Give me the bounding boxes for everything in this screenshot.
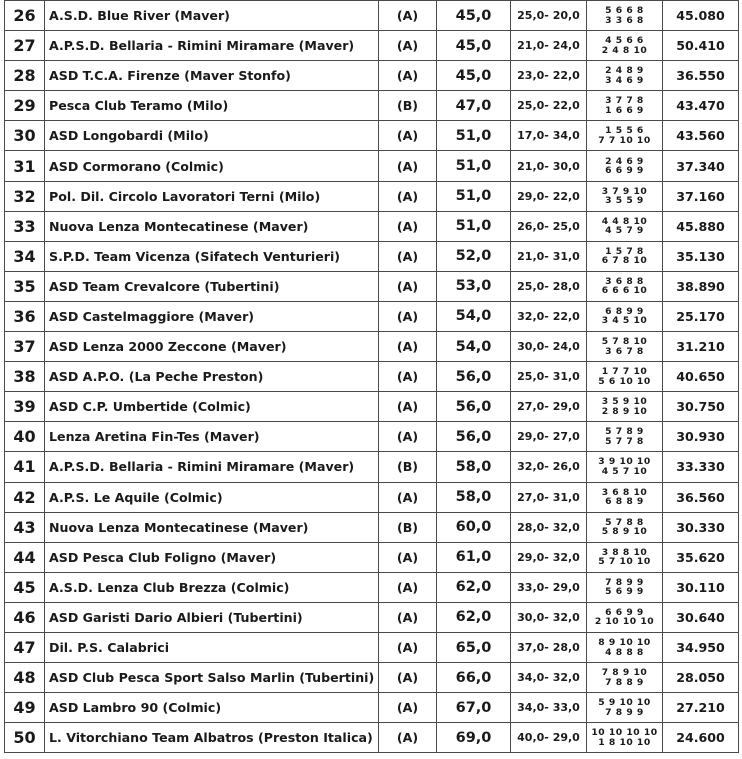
- team-name: A.S.D. Lenza Club Brezza (Colmic): [45, 572, 379, 602]
- sector-placings-round-1: 1 5 5 6: [605, 125, 644, 137]
- team-name: Pesca Club Teramo (Milo): [45, 91, 379, 121]
- penalty-points: 51,0: [437, 181, 511, 211]
- total-weight: 25.170: [663, 301, 739, 331]
- points-split: 25,0- 22,0: [511, 91, 587, 121]
- total-weight: 35.130: [663, 241, 739, 271]
- total-weight: 30.750: [663, 392, 739, 422]
- rank-position: 41: [5, 452, 45, 482]
- sector-placings-round-2: 3 3 6 8: [605, 14, 644, 26]
- points-split: 33,0- 29,0: [511, 572, 587, 602]
- sector-placings-round-2: 5 7 10 10: [598, 556, 651, 568]
- table-row: [5, 542, 739, 572]
- points-split: 28,0- 32,0: [511, 512, 587, 542]
- points-split: 40,0- 29,0: [511, 723, 587, 753]
- rank-position: 46: [5, 602, 45, 632]
- points-split: 29,0- 22,0: [511, 181, 587, 211]
- table-row: [5, 332, 739, 362]
- team-name: Lenza Aretina Fin-Tes (Maver): [45, 422, 379, 452]
- penalty-points: 62,0: [437, 602, 511, 632]
- team-name: ASD Garisti Dario Albieri (Tubertini): [45, 602, 379, 632]
- penalty-points: 45,0: [437, 31, 511, 61]
- total-weight: 31.210: [663, 332, 739, 362]
- penalty-points: 58,0: [437, 452, 511, 482]
- penalty-points: 51,0: [437, 211, 511, 241]
- sector-placings-round-1: 3 6 8 8: [605, 275, 644, 287]
- sector-placings: [587, 211, 663, 241]
- total-weight: 24.600: [663, 723, 739, 753]
- team-name: A.S.D. Blue River (Maver): [45, 1, 379, 31]
- team-name: ASD Longobardi (Milo): [45, 121, 379, 151]
- sector-placings-round-1: 3 7 9 10: [601, 185, 648, 197]
- table-row: [5, 241, 739, 271]
- team-category: (A): [379, 151, 437, 181]
- team-name: ASD Castelmaggiore (Maver): [45, 301, 379, 331]
- sector-placings-round-2: 7 8 9 9: [605, 706, 644, 718]
- rank-position: 47: [5, 632, 45, 662]
- team-category: (A): [379, 181, 437, 211]
- total-weight: 45.080: [663, 1, 739, 31]
- sector-placings: [587, 602, 663, 632]
- penalty-points: 45,0: [437, 1, 511, 31]
- team-category: (A): [379, 332, 437, 362]
- rank-position: 28: [5, 61, 45, 91]
- team-category: (A): [379, 632, 437, 662]
- sector-placings: [587, 362, 663, 392]
- total-weight: 34.950: [663, 632, 739, 662]
- sector-placings-round-2: 2 10 10 10: [594, 616, 655, 628]
- table-row: [5, 512, 739, 542]
- sector-placings: [587, 332, 663, 362]
- total-weight: 27.210: [663, 693, 739, 723]
- sector-placings: [587, 91, 663, 121]
- rank-position: 49: [5, 693, 45, 723]
- total-weight: 33.330: [663, 452, 739, 482]
- penalty-points: 52,0: [437, 241, 511, 271]
- sector-placings-round-2: 4 8 8 8: [605, 646, 644, 658]
- team-category: (A): [379, 572, 437, 602]
- penalty-points: 58,0: [437, 482, 511, 512]
- sector-placings-round-2: 5 8 9 10: [601, 526, 648, 538]
- table-row: [5, 663, 739, 693]
- total-weight: 37.340: [663, 151, 739, 181]
- sector-placings-round-1: 8 9 10 10: [598, 637, 651, 649]
- table-row: [5, 632, 739, 662]
- points-split: 29,0- 32,0: [511, 542, 587, 572]
- table-row: [5, 121, 739, 151]
- total-weight: 43.560: [663, 121, 739, 151]
- total-weight: 28.050: [663, 663, 739, 693]
- sector-placings-round-2: 5 6 10 10: [598, 375, 651, 387]
- rank-position: 35: [5, 271, 45, 301]
- table-row: [5, 181, 739, 211]
- points-split: 27,0- 31,0: [511, 482, 587, 512]
- sector-placings: [587, 241, 663, 271]
- sector-placings-round-1: 2 4 8 9: [605, 65, 644, 77]
- team-category: (B): [379, 91, 437, 121]
- points-split: 34,0- 32,0: [511, 663, 587, 693]
- ranking-rows: [5, 1, 739, 753]
- total-weight: 35.620: [663, 542, 739, 572]
- team-name: Nuova Lenza Montecatinese (Maver): [45, 211, 379, 241]
- rank-position: 36: [5, 301, 45, 331]
- team-name: L. Vitorchiano Team Albatros (Preston Italica): [45, 723, 379, 753]
- sector-placings: [587, 181, 663, 211]
- sector-placings-round-1: 5 6 6 8: [605, 5, 644, 17]
- points-split: 21,0- 24,0: [511, 31, 587, 61]
- sector-placings-round-2: 5 6 9 9: [605, 586, 644, 598]
- rank-position: 33: [5, 211, 45, 241]
- team-name: A.P.S. Le Aquile (Colmic): [45, 482, 379, 512]
- table-row: [5, 362, 739, 392]
- table-row: [5, 572, 739, 602]
- team-name: ASD C.P. Umbertide (Colmic): [45, 392, 379, 422]
- points-split: 25,0- 20,0: [511, 1, 587, 31]
- total-weight: 30.640: [663, 602, 739, 632]
- rank-position: 38: [5, 362, 45, 392]
- table-row: [5, 392, 739, 422]
- sector-placings: [587, 61, 663, 91]
- points-split: 23,0- 22,0: [511, 61, 587, 91]
- sector-placings: [587, 392, 663, 422]
- sector-placings-round-1: 4 4 8 10: [601, 215, 648, 227]
- total-weight: 36.560: [663, 482, 739, 512]
- sector-placings-round-1: 7 8 9 9: [605, 576, 644, 588]
- sector-placings-round-1: 5 9 10 10: [598, 697, 651, 709]
- sector-placings: [587, 452, 663, 482]
- team-name: ASD Lambro 90 (Colmic): [45, 693, 379, 723]
- sector-placings: [587, 512, 663, 542]
- sector-placings: [587, 632, 663, 662]
- sector-placings-round-2: 3 4 6 9: [605, 74, 644, 86]
- team-category: (A): [379, 1, 437, 31]
- rank-position: 50: [5, 723, 45, 753]
- penalty-points: 54,0: [437, 301, 511, 331]
- sector-placings-round-2: 3 6 7 8: [605, 345, 644, 357]
- total-weight: 38.890: [663, 271, 739, 301]
- points-split: 25,0- 31,0: [511, 362, 587, 392]
- sector-placings-round-1: 7 8 9 10: [601, 667, 648, 679]
- sector-placings-round-1: 6 6 9 9: [605, 606, 644, 618]
- team-category: (A): [379, 693, 437, 723]
- sector-placings: [587, 663, 663, 693]
- team-name: ASD Cormorano (Colmic): [45, 151, 379, 181]
- points-split: 30,0- 32,0: [511, 602, 587, 632]
- penalty-points: 62,0: [437, 572, 511, 602]
- points-split: 25,0- 28,0: [511, 271, 587, 301]
- sector-placings-round-1: 3 6 8 10: [601, 486, 648, 498]
- sector-placings-round-1: 3 8 8 10: [601, 546, 648, 558]
- sector-placings: [587, 151, 663, 181]
- sector-placings: [587, 422, 663, 452]
- team-category: (A): [379, 362, 437, 392]
- points-split: 21,0- 31,0: [511, 241, 587, 271]
- sector-placings-round-2: 6 8 8 9: [605, 496, 644, 508]
- sector-placings-round-1: 4 5 6 6: [605, 35, 644, 47]
- rank-position: 40: [5, 422, 45, 452]
- sector-placings: [587, 572, 663, 602]
- team-category: (A): [379, 121, 437, 151]
- team-category: (A): [379, 211, 437, 241]
- sector-placings-round-2: 2 8 9 10: [601, 405, 648, 417]
- sector-placings-round-1: 6 8 9 9: [605, 305, 644, 317]
- team-category: (A): [379, 723, 437, 753]
- team-category: (A): [379, 422, 437, 452]
- total-weight: 45.880: [663, 211, 739, 241]
- table-row: [5, 602, 739, 632]
- penalty-points: 51,0: [437, 151, 511, 181]
- team-name: ASD A.P.O. (La Peche Preston): [45, 362, 379, 392]
- team-name: S.P.D. Team Vicenza (Sifatech Venturieri): [45, 241, 379, 271]
- penalty-points: 56,0: [437, 392, 511, 422]
- team-category: (A): [379, 392, 437, 422]
- sector-placings-round-2: 4 5 7 10: [601, 465, 648, 477]
- points-split: 34,0- 33,0: [511, 693, 587, 723]
- sector-placings: [587, 301, 663, 331]
- rank-position: 32: [5, 181, 45, 211]
- table-row: [5, 452, 739, 482]
- table-row: [5, 31, 739, 61]
- penalty-points: 66,0: [437, 663, 511, 693]
- rank-position: 45: [5, 572, 45, 602]
- rank-position: 27: [5, 31, 45, 61]
- team-name: A.P.S.D. Bellaria - Rimini Miramare (Maver): [45, 452, 379, 482]
- sector-placings: [587, 482, 663, 512]
- points-split: 21,0- 30,0: [511, 151, 587, 181]
- rank-position: 26: [5, 1, 45, 31]
- ranking-table: [4, 0, 739, 753]
- total-weight: 40.650: [663, 362, 739, 392]
- rank-position: 44: [5, 542, 45, 572]
- table-row: [5, 723, 739, 753]
- team-category: (A): [379, 542, 437, 572]
- team-category: (A): [379, 241, 437, 271]
- points-split: 37,0- 28,0: [511, 632, 587, 662]
- penalty-points: 69,0: [437, 723, 511, 753]
- penalty-points: 67,0: [437, 693, 511, 723]
- team-name: A.P.S.D. Bellaria - Rimini Miramare (Maver): [45, 31, 379, 61]
- rank-position: 31: [5, 151, 45, 181]
- sector-placings: [587, 693, 663, 723]
- points-split: 26,0- 25,0: [511, 211, 587, 241]
- table-row: [5, 482, 739, 512]
- rank-position: 48: [5, 663, 45, 693]
- total-weight: 30.110: [663, 572, 739, 602]
- sector-placings: [587, 121, 663, 151]
- rank-position: 43: [5, 512, 45, 542]
- sector-placings-round-1: 10 10 10 10: [591, 727, 658, 739]
- sector-placings-round-2: 6 6 6 10: [601, 285, 648, 297]
- team-category: (A): [379, 663, 437, 693]
- sector-placings-round-2: 4 5 7 9: [605, 225, 644, 237]
- total-weight: 50.410: [663, 31, 739, 61]
- team-category: (B): [379, 452, 437, 482]
- points-split: 27,0- 29,0: [511, 392, 587, 422]
- rank-position: 34: [5, 241, 45, 271]
- total-weight: 43.470: [663, 91, 739, 121]
- team-name: ASD Pesca Club Foligno (Maver): [45, 542, 379, 572]
- sector-placings: [587, 723, 663, 753]
- rank-position: 30: [5, 121, 45, 151]
- total-weight: 30.330: [663, 512, 739, 542]
- sector-placings-round-1: 2 4 6 9: [605, 155, 644, 167]
- sector-placings: [587, 542, 663, 572]
- team-name: ASD Club Pesca Sport Salso Marlin (Tubertini): [45, 663, 379, 693]
- sector-placings-round-1: 1 7 7 10: [601, 366, 648, 378]
- sector-placings-round-1: 5 7 8 8: [605, 516, 644, 528]
- sector-placings: [587, 271, 663, 301]
- sector-placings-round-1: 3 9 10 10: [598, 456, 651, 468]
- table-row: [5, 271, 739, 301]
- table-row: [5, 693, 739, 723]
- table-row: [5, 301, 739, 331]
- sector-placings-round-2: 1 8 10 10: [598, 736, 651, 748]
- table-row: [5, 151, 739, 181]
- sector-placings-round-1: 5 7 8 10: [601, 336, 648, 348]
- table-row: [5, 211, 739, 241]
- team-name: Dil. P.S. Calabrici: [45, 632, 379, 662]
- sector-placings-round-2: 7 7 10 10: [598, 134, 651, 146]
- sector-placings-round-1: 1 5 7 8: [605, 245, 644, 257]
- penalty-points: 65,0: [437, 632, 511, 662]
- sector-placings-round-1: 3 5 9 10: [601, 396, 648, 408]
- sector-placings-round-2: 6 6 9 9: [605, 165, 644, 177]
- team-category: (A): [379, 61, 437, 91]
- rank-position: 42: [5, 482, 45, 512]
- team-category: (A): [379, 301, 437, 331]
- total-weight: 36.550: [663, 61, 739, 91]
- team-category: (A): [379, 31, 437, 61]
- rank-position: 29: [5, 91, 45, 121]
- team-name: Pol. Dil. Circolo Lavoratori Terni (Milo): [45, 181, 379, 211]
- table-row: [5, 1, 739, 31]
- points-split: 30,0- 24,0: [511, 332, 587, 362]
- penalty-points: 60,0: [437, 512, 511, 542]
- team-category: (A): [379, 482, 437, 512]
- table-row: [5, 61, 739, 91]
- sector-placings-round-2: 2 4 8 10: [601, 44, 648, 56]
- points-split: 17,0- 34,0: [511, 121, 587, 151]
- sector-placings-round-2: 3 4 5 10: [601, 315, 648, 327]
- rank-position: 37: [5, 332, 45, 362]
- points-split: 32,0- 22,0: [511, 301, 587, 331]
- table-row: [5, 422, 739, 452]
- penalty-points: 56,0: [437, 422, 511, 452]
- sector-placings: [587, 1, 663, 31]
- total-weight: 37.160: [663, 181, 739, 211]
- sector-placings-round-2: 5 7 7 8: [605, 435, 644, 447]
- points-split: 29,0- 27,0: [511, 422, 587, 452]
- sector-placings-round-2: 6 7 8 10: [601, 255, 648, 267]
- team-name: ASD Team Crevalcore (Tubertini): [45, 271, 379, 301]
- penalty-points: 53,0: [437, 271, 511, 301]
- penalty-points: 61,0: [437, 542, 511, 572]
- sector-placings: [587, 31, 663, 61]
- points-split: 32,0- 26,0: [511, 452, 587, 482]
- table-row: [5, 91, 739, 121]
- penalty-points: 56,0: [437, 362, 511, 392]
- team-category: (B): [379, 512, 437, 542]
- sector-placings-round-2: 3 5 5 9: [605, 195, 644, 207]
- team-category: (A): [379, 271, 437, 301]
- sector-placings-round-1: 5 7 8 9: [605, 426, 644, 438]
- penalty-points: 45,0: [437, 61, 511, 91]
- team-name: ASD Lenza 2000 Zeccone (Maver): [45, 332, 379, 362]
- team-name: ASD T.C.A. Firenze (Maver Stonfo): [45, 61, 379, 91]
- sector-placings-round-2: 1 6 6 9: [605, 104, 644, 116]
- sector-placings-round-2: 7 8 8 9: [605, 676, 644, 688]
- penalty-points: 51,0: [437, 121, 511, 151]
- sector-placings-round-1: 3 7 7 8: [605, 95, 644, 107]
- team-category: (A): [379, 602, 437, 632]
- team-name: Nuova Lenza Montecatinese (Maver): [45, 512, 379, 542]
- total-weight: 30.930: [663, 422, 739, 452]
- penalty-points: 54,0: [437, 332, 511, 362]
- rank-position: 39: [5, 392, 45, 422]
- penalty-points: 47,0: [437, 91, 511, 121]
